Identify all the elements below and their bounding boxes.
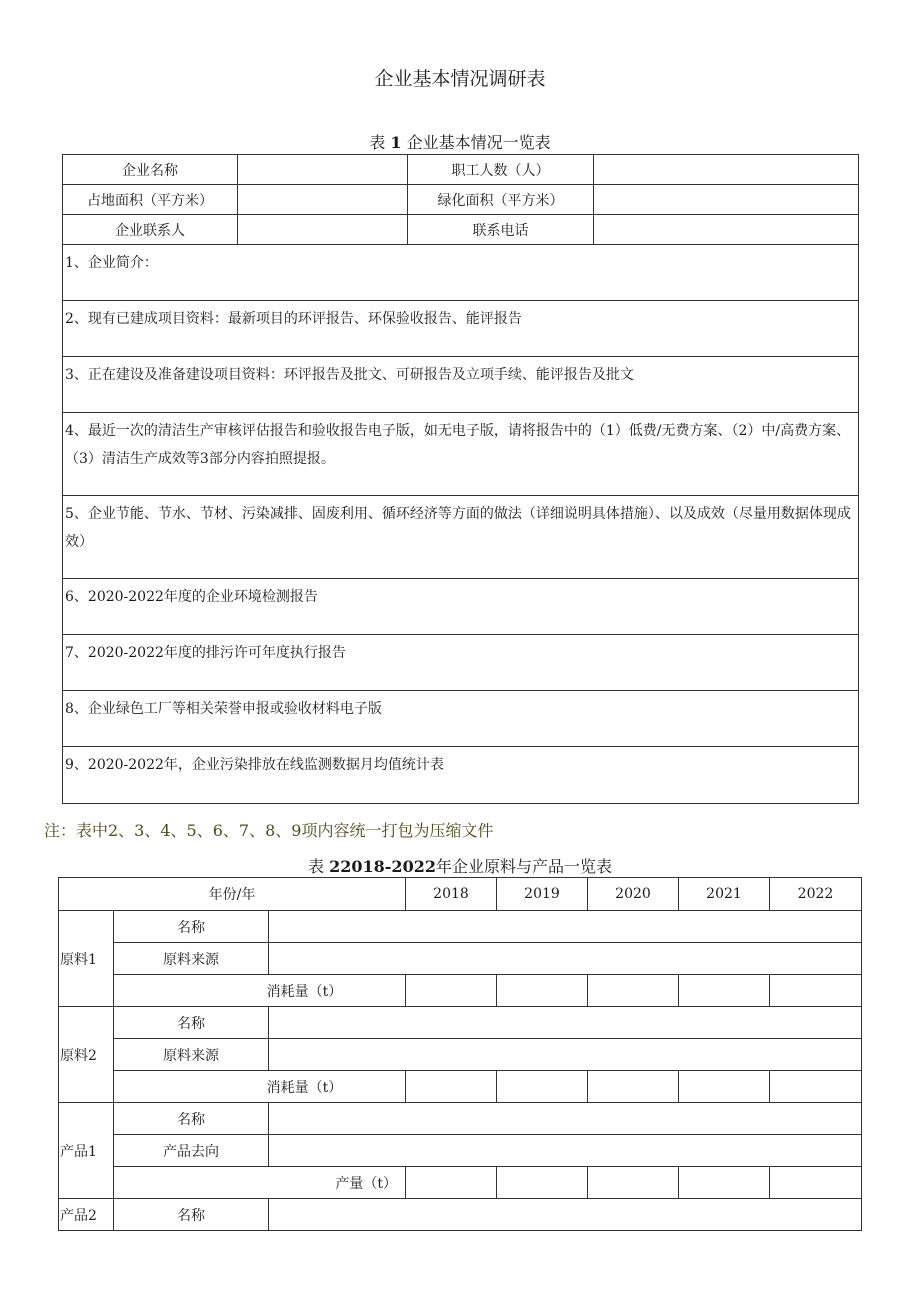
employee-count-label: 职工人数（人） (408, 155, 594, 185)
raw2-name-cell[interactable] (269, 1007, 862, 1039)
product2-label: 产品2 (59, 1199, 114, 1231)
product2-name-label: 名称 (114, 1199, 269, 1231)
raw2-cons-2018[interactable] (406, 1071, 497, 1103)
product1-out-2020[interactable] (588, 1167, 679, 1199)
raw2-name-label: 名称 (114, 1007, 269, 1039)
item-company-intro[interactable]: 1、企业简介： (63, 245, 859, 301)
table1-caption: 表 1 企业基本情况一览表 (369, 133, 551, 152)
land-area-cell[interactable] (238, 185, 408, 215)
green-area-label: 绿化面积（平方米） (408, 185, 594, 215)
item-permit-report[interactable]: 7、2020-2022年度的排污许可年度执行报告 (63, 635, 859, 691)
contact-person-cell[interactable] (238, 215, 408, 245)
item-clean-production[interactable]: 4、最近一次的清洁生产审核评估报告和验收报告电子版，如无电子版，请将报告中的（1）低费/无费方案、（2）中/高费方案、（3）清洁生产成效等3部分内容拍照提报。 (63, 413, 859, 496)
item-existing-projects[interactable]: 2、现有已建成项目资料：最新项目的环评报告、环保验收报告、能评报告 (63, 301, 859, 357)
raw1-cons-2022[interactable] (770, 975, 862, 1007)
item-env-monitoring[interactable]: 6、2020-2022年度的企业环境检测报告 (63, 579, 859, 635)
land-area-label: 占地面积（平方米） (63, 185, 238, 215)
raw2-cons-2019[interactable] (497, 1071, 588, 1103)
table2-caption: 表 22018-2022年企业原料与产品一览表 (308, 857, 612, 876)
product1-destination-cell[interactable] (269, 1135, 862, 1167)
employee-count-cell[interactable] (594, 155, 859, 185)
year-2018: 2018 (406, 878, 497, 911)
item-green-factory[interactable]: 8、企业绿色工厂等相关荣誉申报或验收材料电子版 (63, 691, 859, 747)
year-2021: 2021 (679, 878, 770, 911)
raw2-consumption-label: 消耗量（t） (114, 1071, 406, 1103)
product2-name-cell[interactable] (269, 1199, 862, 1231)
item-planned-projects[interactable]: 3、正在建设及准备建设项目资料：环评报告及批文、可研报告及立项手续、能评报告及批文 (63, 357, 859, 413)
packaging-note: 注：表中2、3、4、5、6、7、8、9项内容统一打包为压缩文件 (44, 821, 494, 840)
raw2-source-cell[interactable] (269, 1039, 862, 1071)
product1-destination-label: 产品去向 (114, 1135, 269, 1167)
raw1-consumption-label: 消耗量（t） (114, 975, 406, 1007)
raw1-source-label: 原料来源 (114, 943, 269, 975)
year-header: 年份/年 (59, 878, 406, 911)
product1-name-label: 名称 (114, 1103, 269, 1135)
raw2-cons-2022[interactable] (770, 1071, 862, 1103)
item-online-monitoring[interactable]: 9、2020-2022年，企业污染排放在线监测数据月均值统计表 (63, 747, 859, 804)
materials-products-table (58, 877, 862, 1231)
page-title: 企业基本情况调研表 (374, 68, 546, 90)
company-name-cell[interactable] (238, 155, 408, 185)
product1-out-2021[interactable] (679, 1167, 770, 1199)
year-2022: 2022 (770, 878, 862, 911)
product1-out-2018[interactable] (406, 1167, 497, 1199)
company-name-label: 企业名称 (63, 155, 238, 185)
item-energy-saving[interactable]: 5、企业节能、节水、节材、污染减排、固废利用、循环经济等方面的做法（详细说明具体措施）、以及成效（尽量用数据体现成效） (63, 496, 859, 579)
raw2-cons-2020[interactable] (588, 1071, 679, 1103)
year-2020: 2020 (588, 878, 679, 911)
year-2019: 2019 (497, 878, 588, 911)
product1-output-label: 产量（t） (114, 1167, 406, 1199)
raw1-cons-2018[interactable] (406, 975, 497, 1007)
raw1-cons-2020[interactable] (588, 975, 679, 1007)
raw1-name-cell[interactable] (269, 911, 862, 943)
raw2-cons-2021[interactable] (679, 1071, 770, 1103)
product1-name-cell[interactable] (269, 1103, 862, 1135)
raw1-name-label: 名称 (114, 911, 269, 943)
raw2-source-label: 原料来源 (114, 1039, 269, 1071)
contact-phone-label: 联系电话 (408, 215, 594, 245)
green-area-cell[interactable] (594, 185, 859, 215)
raw2-label: 原料2 (59, 1007, 114, 1103)
contact-person-label: 企业联系人 (63, 215, 238, 245)
raw1-cons-2021[interactable] (679, 975, 770, 1007)
raw1-source-cell[interactable] (269, 943, 862, 975)
company-basic-info-table (62, 154, 859, 804)
product1-out-2022[interactable] (770, 1167, 862, 1199)
raw1-label: 原料1 (59, 911, 114, 1007)
raw1-cons-2019[interactable] (497, 975, 588, 1007)
contact-phone-cell[interactable] (594, 215, 859, 245)
product1-label: 产品1 (59, 1103, 114, 1199)
product1-out-2019[interactable] (497, 1167, 588, 1199)
